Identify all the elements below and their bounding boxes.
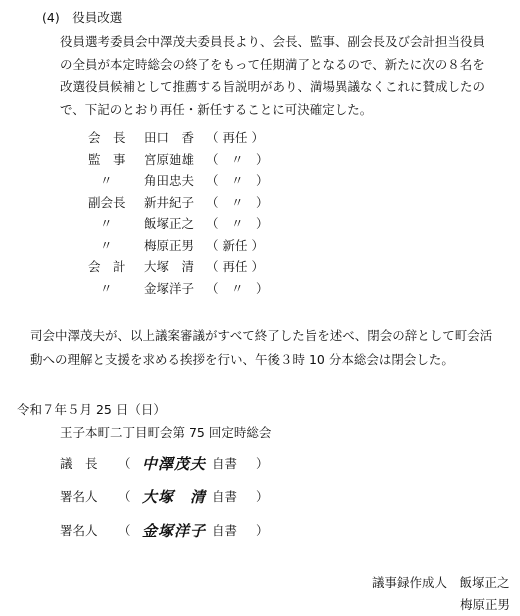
officer-status: （ 〃 ）: [206, 194, 269, 210]
signature-close-paren: ）: [256, 456, 269, 471]
signature-note: 自書: [212, 523, 238, 538]
officer-role: 〃: [100, 173, 113, 188]
officer-role: 会 計: [88, 259, 126, 274]
officer-status: （ 〃 ）: [206, 280, 269, 296]
officer-role: 〃: [100, 280, 113, 296]
meeting-date: 令和７年５月 25 日（日）: [17, 402, 166, 417]
signature-close-paren: ）: [256, 523, 269, 538]
signature-note: 自書: [212, 489, 238, 504]
signature-open-paren: （: [118, 456, 131, 471]
minutes-recorder-2: 梅原正男: [460, 597, 511, 612]
meeting-name: 王子本町二丁目町会第 75 回定時総会: [60, 425, 272, 440]
election-paragraph: [60, 31, 485, 121]
signature-close-paren: ）: [256, 489, 269, 504]
officer-status: （ 再任 ）: [206, 130, 264, 145]
paragraph-line: で、下記のとおり再任・新任することに可決確定した。: [60, 101, 373, 117]
paragraph-line: 改選役員候補として推薦する旨説明があり、満場異議なくこれに賛成したの: [60, 79, 486, 94]
officer-status: （ 新任 ）: [206, 237, 264, 253]
minutes-recorder: 議事録作成人 飯塚正之: [372, 575, 510, 590]
officer-role: 〃: [100, 216, 113, 231]
officer-status: （ 〃 ）: [206, 216, 269, 231]
officer-name: 新井紀子: [144, 194, 195, 210]
signature-label: 署名人: [60, 523, 98, 538]
paragraph-line: の全員が本定時総会の終了をもって任期満了となるので、新たに次の８名を: [60, 56, 485, 72]
officer-name: 角田忠夫: [144, 173, 195, 188]
closing-line: 動への理解と支援を求める挨拶を行い、午後３時 10 分本総会は閉会した。: [30, 352, 454, 367]
signature-note: 自書: [212, 456, 238, 471]
officer-role: 会 長: [88, 130, 126, 145]
officer-name: 金塚洋子: [144, 280, 195, 296]
officer-role: 〃: [100, 237, 113, 253]
officer-role: 副会長: [88, 194, 126, 210]
handwritten-signature: 大塚 清: [142, 488, 207, 506]
officer-status: （ 再任 ）: [206, 259, 264, 274]
officer-status: （ 〃 ）: [206, 173, 269, 188]
handwritten-signature: 中澤茂夫: [142, 455, 207, 473]
officer-name: 宮原廸雄: [144, 151, 195, 167]
signature-open-paren: （: [118, 489, 131, 504]
officer-name: 梅原正男: [144, 237, 195, 253]
paragraph-line: 役員選考委員会中澤茂夫委員長より、会長、監事、副会長及び会計担当役員: [60, 34, 486, 49]
closing-paragraph: [30, 324, 492, 372]
signature-open-paren: （: [118, 523, 131, 538]
handwritten-signature: 金塚洋子: [142, 522, 207, 540]
officer-status: （ 〃 ）: [206, 151, 269, 167]
section-title: (4) 役員改選: [42, 10, 123, 25]
officer-name: 大塚 清: [144, 259, 195, 274]
officer-name: 田口 香: [144, 130, 195, 145]
signature-label: 署名人: [60, 489, 98, 504]
signature-label: 議 長: [60, 456, 98, 471]
officer-role: 監 事: [88, 151, 126, 167]
officer-name: 飯塚正之: [144, 216, 195, 231]
closing-line: 司会中澤茂夫が、以上議案審議がすべて終了した旨を述べ、閉会の辞として町会活: [30, 328, 493, 343]
